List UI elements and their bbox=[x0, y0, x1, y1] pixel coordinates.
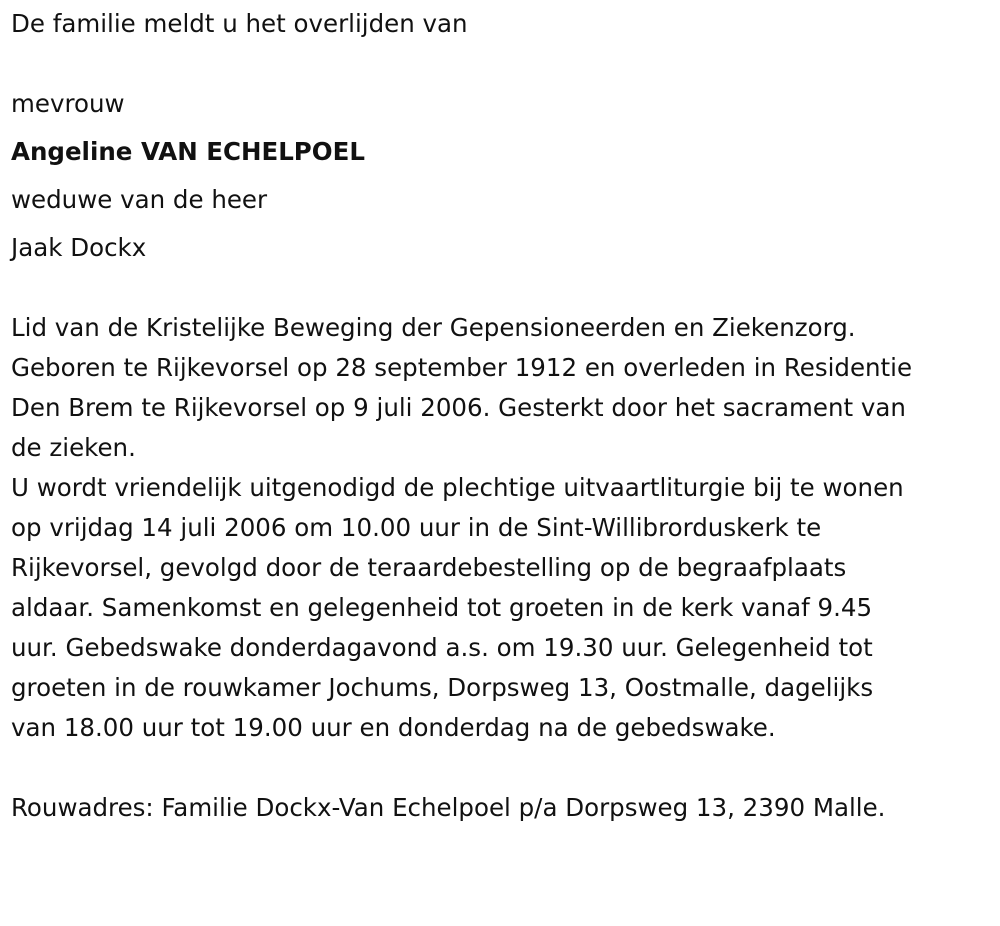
death-notice bbox=[11, 4, 993, 828]
birth-death-paragraph: Geboren te Rijkevorsel op 28 september 1912 en overleden in Residentie Den Brem te Rijkevorsel op 9 juli 2006. Gesterkt door het sacrament van de zieken. bbox=[11, 353, 913, 462]
intro-text: De familie meldt u het overlijden van bbox=[11, 9, 468, 38]
relation-text: weduwe van de heer bbox=[11, 185, 268, 214]
salutation: mevrouw bbox=[11, 89, 125, 118]
spouse-name: Jaak Dockx bbox=[11, 233, 147, 262]
membership-text: Lid van de Kristelijke Beweging der Gepensioneerden en Ziekenzorg. bbox=[11, 313, 856, 342]
funeral-paragraph: U wordt vriendelijk uitgenodigd de plechtige uitvaartliturgie bij te wonen op vrijdag 14 juli 2006 om 10.00 uur in de Sint-Willibrorduskerk te Rijkevorsel, gevolgd door de teraardebestelling op de begraafplaats aldaar. Samenkomst en gelegenheid tot groeten in de kerk vanaf 9.45 uur. Gebedswake donderdagavond a.s. om 19.30 uur. Gelegenheid tot groeten in de rouwkamer Jochums, Dorpsweg 13, Oostmalle, dagelijks van 18.00 uur tot 19.00 uur en donderdag na de gebedswake. bbox=[11, 473, 904, 742]
deceased-name: Angeline VAN ECHELPOEL bbox=[11, 137, 365, 166]
mourning-address: Rouwadres: Familie Dockx-Van Echelpoel p/a Dorpsweg 13, 2390 Malle. bbox=[11, 793, 886, 822]
